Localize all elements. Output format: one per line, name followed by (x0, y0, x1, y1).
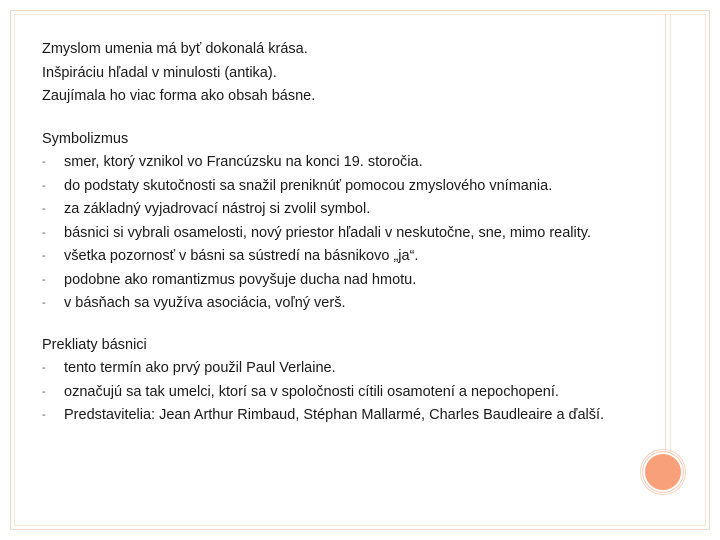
list-item (42, 269, 662, 293)
list-item-text: Predstavitelia: Jean Arthur Rimbaud, Stéphan Mallarmé, Charles Baudleaire a ďalší. (64, 407, 605, 423)
list-item (42, 222, 662, 246)
bullet-dash: - (42, 297, 46, 309)
bullet-dash: - (42, 362, 46, 374)
list-item-text: za základný vyjadrovací nástroj si zvolil symbol. (64, 201, 371, 217)
section-heading-symbolizmus: Symbolizmus (42, 130, 129, 147)
list-item-text: tento termín ako prvý použil Paul Verlaine. (64, 360, 336, 376)
list-item-text: do podstaty skutočnosti sa snažil preniknúť pomocou zmyslového vnímania. (64, 177, 553, 194)
bullet-dash: - (42, 250, 46, 262)
list-item (42, 245, 662, 269)
frame-vertical-line (665, 14, 666, 454)
bullet-dash: - (42, 409, 46, 421)
list-item-text: označujú sa tak umelci, ktorí sa v spoločnosti cítili osamotení a nepochopení. (64, 383, 559, 400)
list-item-text: v básňach sa využíva asociácia, voľný verš. (64, 295, 346, 311)
list-item (42, 175, 662, 199)
intro-line: Zaujímala ho viac forma ako obsah básne. (42, 88, 316, 104)
frame-vertical-line-inner (670, 14, 671, 454)
list-item (42, 151, 662, 175)
bullet-dash: - (42, 226, 46, 239)
list-item-text: všetka pozornosť v básni sa sústredí na básnikovo „ja“. (64, 248, 419, 264)
list-item (42, 357, 662, 381)
list-item (42, 404, 662, 428)
list-item-text: básnici si vybrali osamelosti, nový priestor hľadali v neskutočne, sne, mimo reality. (64, 224, 591, 241)
intro-line: Zmyslom umenia má byť dokonalá krása. (42, 41, 308, 57)
bullet-dash: - (42, 156, 46, 168)
bullet-dash: - (42, 273, 46, 286)
section-heading-prekliaty-basnici: Prekliaty básnici (42, 336, 147, 353)
list-item-text: smer, ktorý vznikol vo Francúzsku na konci 19. storočia. (64, 154, 423, 170)
list-item (42, 198, 662, 222)
slide-content (42, 38, 662, 428)
intro-line: Inšpiráciu hľadal v minulosti (antika). (42, 64, 277, 81)
list-item-text: podobne ako romantizmus povyšuje ducha nad hmotu. (64, 271, 417, 288)
list-item (42, 381, 662, 405)
decorative-circle (643, 452, 683, 492)
bullet-dash: - (42, 385, 46, 398)
bullet-dash: - (42, 203, 46, 215)
bullet-dash: - (42, 179, 46, 192)
list-item (42, 292, 662, 316)
